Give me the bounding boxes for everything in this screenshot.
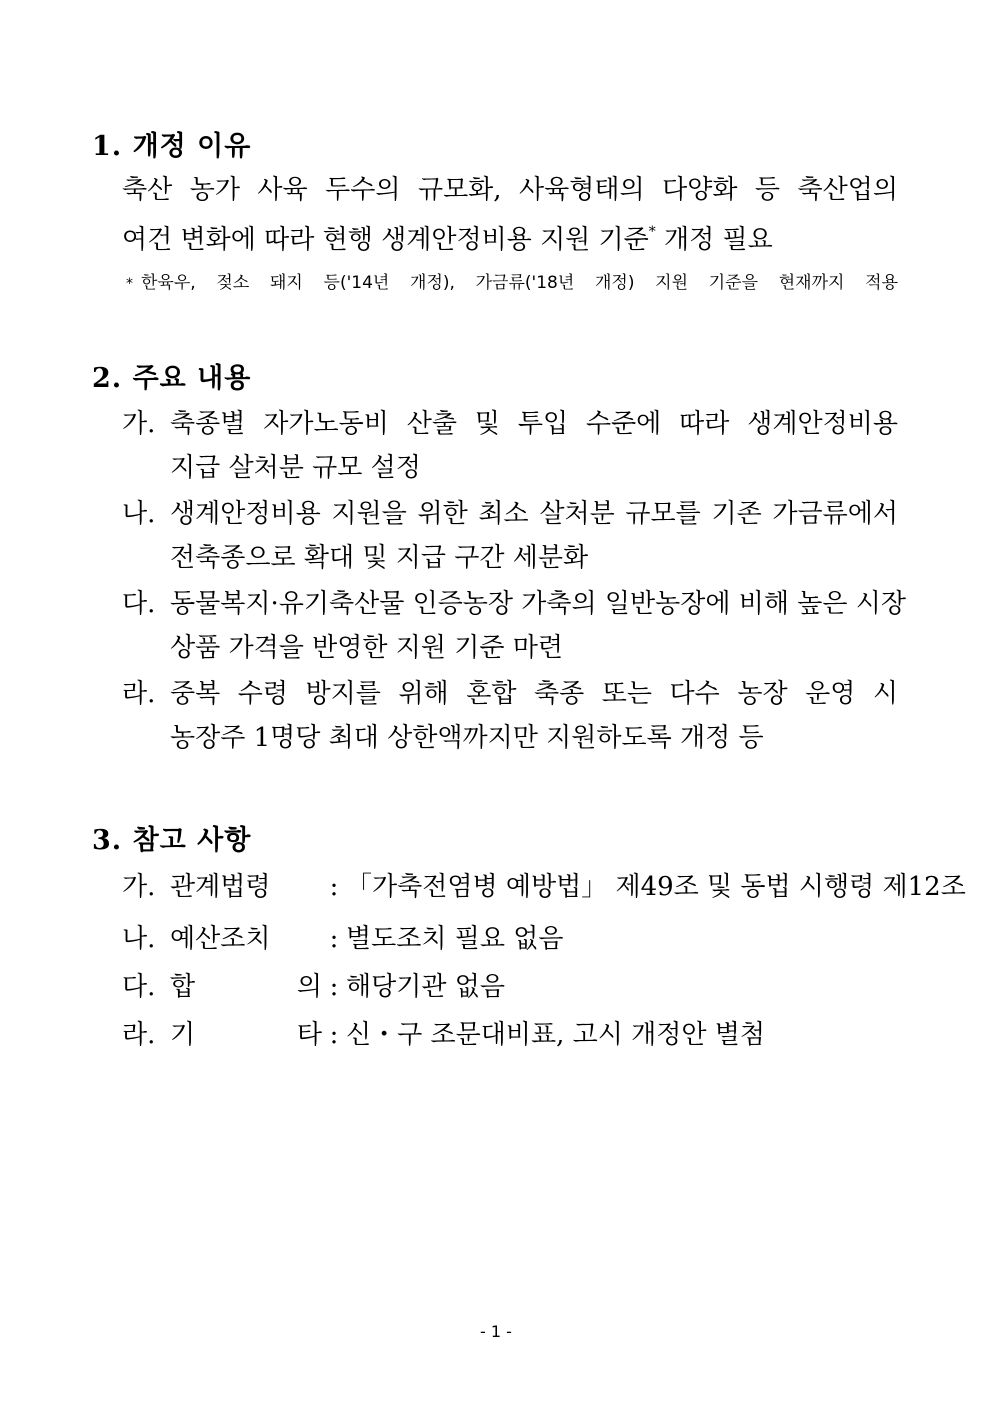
section1-body-line2	[122, 210, 898, 262]
item-label: 기 타	[170, 1020, 322, 1050]
section2-title: 2. 주요 내용	[92, 363, 252, 394]
item-marker: 나.	[122, 924, 156, 954]
item-marker: 가.	[122, 872, 156, 902]
item-colon: :	[329, 924, 339, 954]
section3-item	[122, 918, 563, 955]
item-line2: 농장주 1명당 최대 상한액까지만 지원하도록 개정 등	[170, 723, 764, 753]
section3-item	[122, 1014, 765, 1051]
item-colon: :	[329, 1020, 339, 1050]
item-marker: 다.	[122, 972, 156, 1002]
item-label: 관계법령	[170, 872, 271, 902]
footnote-star: *	[126, 276, 133, 292]
item-value: 해당기관 없음	[346, 972, 505, 1002]
item-label: 합 의	[170, 972, 322, 1002]
section3-item	[122, 966, 505, 1003]
item-marker: 라.	[122, 1020, 156, 1050]
section2-item	[122, 492, 898, 580]
item-line1: 축종별 자가노동비 산출 및 투입 수준에 따라 생계안정비용	[170, 409, 898, 439]
item-marker: 다.	[122, 589, 156, 619]
section1-body-line2-text: 여건 변화에 따라 현행 생계안정비용 지원 기준	[122, 225, 649, 255]
item-value: 「가축전염병 예방법」 제49조 및 동법 시행령 제12조	[346, 872, 966, 902]
item-marker: 라.	[122, 679, 156, 709]
item-marker: 가.	[122, 409, 156, 439]
item-colon: :	[329, 872, 339, 902]
section1-title: 1. 개정 이유	[92, 131, 252, 162]
item-line2: 상품 가격을 반영한 지원 기준 마련	[170, 633, 563, 663]
item-line2: 전축종으로 확대 및 지급 구간 세분화	[170, 543, 589, 573]
section3-item	[122, 866, 966, 903]
item-line1: 생계안정비용 지원을 위한 최소 살처분 규모를 기존 가금류에서	[170, 499, 898, 529]
section3-title: 3. 참고 사항	[92, 825, 252, 856]
section2-item	[122, 582, 906, 670]
item-label: 예산조치	[170, 924, 271, 954]
footnote-text: 한육우, 젖소 돼지 등('14년 개정), 가금류('18년 개정) 지원 기준을 현재까지 적용	[141, 273, 898, 293]
item-marker: 나.	[122, 499, 156, 529]
item-value: 별도조치 필요 없음	[346, 924, 564, 954]
page-number: - 1 -	[480, 1322, 512, 1341]
section1-footnote	[126, 268, 898, 293]
item-line1: 중복 수령 방지를 위해 혼합 축종 또는 다수 농장 운영 시	[170, 679, 898, 709]
item-line2: 지급 살처분 규모 설정	[170, 453, 421, 483]
item-value: 신・구 조문대비표, 고시 개정안 별첨	[346, 1020, 765, 1050]
item-line1: 동물복지·유기축산물 인증농장 가축의 일반농장에 비해 높은 시장	[170, 589, 906, 619]
item-colon: :	[329, 972, 339, 1002]
section1-body-line1: 축산 농가 사육 두수의 규모화, 사육형태의 다양화 등 축산업의	[122, 175, 898, 205]
section2-item	[122, 402, 898, 490]
section1-body-line2-tail: 개정 필요	[655, 225, 773, 255]
section2-item	[122, 672, 898, 760]
footnote-marker: *	[648, 224, 656, 240]
